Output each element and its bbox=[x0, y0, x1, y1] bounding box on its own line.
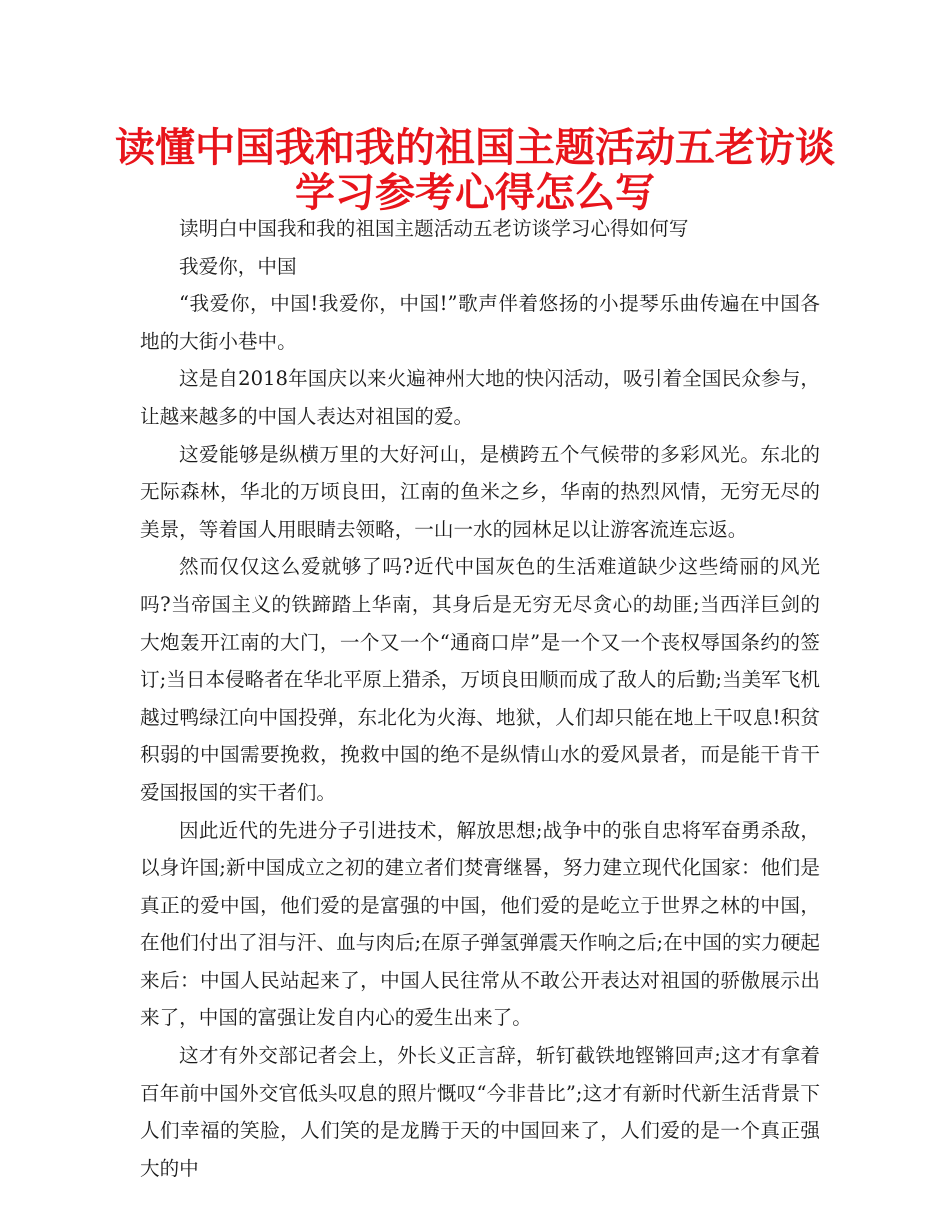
paragraph: 然而仅仅这么爱就够了吗?近代中国灰色的生活难道缺少这些绮丽的风光吗?当帝国主义的铁蹄踏上华南，其身后是无穷无尽贪心的劫匪;当西洋巨剑的大炮轰开江南的大门，一个又一个“通商口岸”是一个又一个丧权辱国条约的签订;当日本侵略者在华北平原上猎杀，万顷良田顺而成了敌人的后勤;当美军飞机越过鸭绿江向中国投弹，东北化为火海、地狱，人们却只能在地上干叹息!积贫积弱的中国需要挽救，挽救中国的绝不是纵情山水的爱风景者，而是能干肯干爱国报国的实干者们。 bbox=[140, 555, 820, 804]
paragraph-subtitle: 读明白中国我和我的祖国主题活动五老访谈学习心得如何写 bbox=[179, 217, 689, 240]
document-body bbox=[140, 210, 820, 1187]
paragraph: 这才有外交部记者会上，外长义正言辞，斩钉截铁地铿锵回声;这才有拿着百年前中国外交官低头叹息的照片慨叹“今非昔比”;这才有新时代新生活背景下人们幸福的笑脸，人们笑的是龙腾于天的中国回来了，人们爱的是一个真正强大的中 bbox=[140, 1044, 820, 1180]
paragraph-heading: 我爱你，中国 bbox=[179, 254, 297, 278]
document-title-line-2: 学习参考心得怎么写 bbox=[295, 170, 655, 216]
paragraph: 因此近代的先进分子引进技术，解放思想;战争中的张自忠将军奋勇杀敌，以身许国;新中国成立之初的建立者们焚膏继晷，努力建立现代化国家：他们是真正的爱中国，他们爱的是富强的中国，他们爱的是屹立于世界之林的中国，在他们付出了泪与汗、血与肉后;在原子弹氢弹震天作响之后;在中国的实力硬起来后：中国人民站起来了，中国人民往常从不敢公开表达对祖国的骄傲展示出来了，中国的富强让发自内心的爱生出来了。 bbox=[140, 818, 820, 1030]
paragraph: 这爱能够是纵横万里的大好河山，是横跨五个气候带的多彩风光。东北的无际森林，华北的万顷良田，江南的鱼米之乡，华南的热烈风情，无穷无尽的美景，等着国人用眼睛去领略，一山一水的园林足以让游客流连忘返。 bbox=[140, 442, 820, 541]
paragraph: 这是自2018年国庆以来火遍神州大地的快闪活动，吸引着全国民众参与，让越来越多的中国人表达对祖国的爱。 bbox=[140, 367, 820, 428]
paragraph: “我爱你，中国!我爱你，中国!”歌声伴着悠扬的小提琴乐曲传遍在中国各地的大街小巷中。 bbox=[140, 292, 820, 353]
document-title-line-1: 读懂中国我和我的祖国主题活动五老访谈 bbox=[115, 125, 835, 171]
